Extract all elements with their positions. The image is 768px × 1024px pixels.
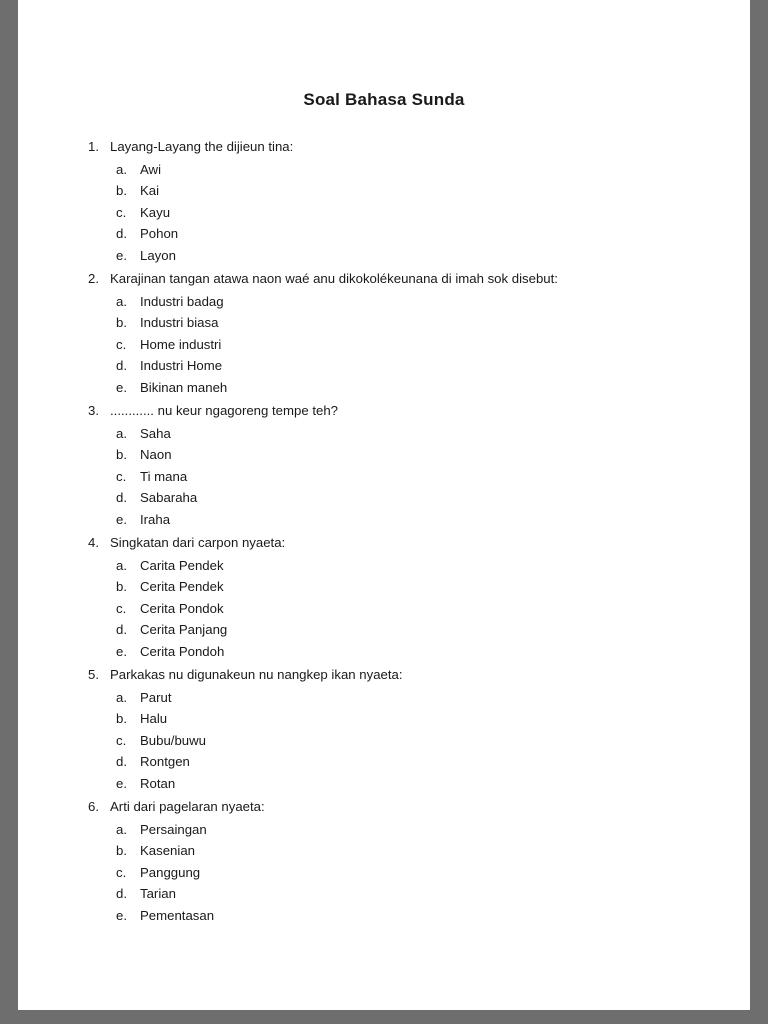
question-item — [82, 796, 686, 926]
option-text: Cerita Pondok — [140, 600, 224, 616]
option-text: Kasenian — [140, 843, 195, 858]
option-text: Cerita Pondoh — [140, 643, 225, 659]
option-text: Naon — [140, 447, 172, 462]
option-text: Industri badag — [140, 293, 224, 309]
question-number: 4. — [88, 535, 99, 550]
option-item[interactable] — [116, 730, 686, 752]
option-item[interactable] — [116, 555, 686, 577]
option-letter: a. — [116, 689, 127, 705]
option-item[interactable] — [116, 466, 686, 488]
question-text: ............ nu keur ngagoreng tempe teh? — [110, 403, 338, 418]
option-text: Cerita Panjang — [140, 622, 228, 637]
option-letter: a. — [116, 821, 127, 837]
question-line — [82, 136, 686, 158]
option-text: Cerita Pendek — [140, 579, 224, 594]
question-number: 2. — [88, 271, 99, 286]
option-text: Industri biasa — [140, 315, 219, 330]
option-letter: e. — [116, 643, 127, 659]
option-letter: e. — [116, 511, 127, 527]
option-text: Carita Pendek — [140, 557, 224, 573]
option-item[interactable] — [116, 444, 686, 466]
option-text: Pementasan — [140, 907, 215, 923]
option-letter: a. — [116, 293, 127, 309]
option-letter: d. — [116, 754, 127, 769]
option-text: Home industri — [140, 336, 222, 352]
option-text: Industri Home — [140, 358, 223, 373]
question-line — [82, 532, 686, 554]
option-item[interactable] — [116, 223, 686, 245]
option-text: Saha — [140, 425, 171, 441]
option-text: Bubu/buwu — [140, 732, 206, 748]
question-number: 3. — [88, 403, 99, 418]
question-list — [82, 136, 686, 926]
question-text: Parkakas nu digunakeun nu nangkep ikan nyaeta: — [110, 667, 403, 682]
option-text: Sabaraha — [140, 490, 198, 505]
option-item[interactable] — [116, 641, 686, 663]
option-text: Parut — [140, 689, 172, 705]
option-text: Panggung — [140, 864, 201, 880]
question-item — [82, 400, 686, 530]
page-title: Soal Bahasa Sunda — [303, 90, 465, 109]
option-text: Tarian — [140, 886, 176, 901]
option-item[interactable] — [116, 840, 686, 862]
option-text: Halu — [140, 711, 168, 726]
option-text: Ti mana — [140, 468, 188, 484]
option-text: Rontgen — [140, 754, 190, 769]
option-list — [82, 555, 686, 663]
option-letter: d. — [116, 490, 127, 505]
option-text: Layon — [140, 247, 176, 263]
question-item — [82, 268, 686, 398]
option-item[interactable] — [116, 862, 686, 884]
option-item[interactable] — [116, 619, 686, 641]
option-item[interactable] — [116, 576, 686, 598]
question-number: 1. — [88, 139, 99, 154]
option-item[interactable] — [116, 180, 686, 202]
option-letter: e. — [116, 379, 127, 395]
option-item[interactable] — [116, 773, 686, 795]
option-letter: a. — [116, 161, 127, 177]
option-letter: e. — [116, 247, 127, 263]
option-item[interactable] — [116, 202, 686, 224]
option-item[interactable] — [116, 291, 686, 313]
option-letter: d. — [116, 226, 127, 241]
option-list — [82, 159, 686, 267]
option-item[interactable] — [116, 819, 686, 841]
option-item[interactable] — [116, 423, 686, 445]
question-line — [82, 796, 686, 818]
option-text: Kayu — [140, 204, 171, 220]
option-letter: b. — [116, 579, 127, 594]
option-letter: e. — [116, 907, 127, 923]
option-letter: b. — [116, 711, 127, 726]
question-line — [82, 268, 686, 290]
question-item — [82, 136, 686, 266]
question-text: Arti dari pagelaran nyaeta: — [110, 799, 265, 814]
option-item[interactable] — [116, 708, 686, 730]
option-item[interactable] — [116, 751, 686, 773]
option-letter: c. — [116, 204, 127, 220]
option-item[interactable] — [116, 159, 686, 181]
option-list — [82, 819, 686, 927]
option-item[interactable] — [116, 905, 686, 927]
option-letter: a. — [116, 557, 127, 573]
option-letter: d. — [116, 358, 127, 373]
question-text: Layang-Layang the dijieun tina: — [110, 139, 294, 154]
question-text: Singkatan dari carpon nyaeta: — [110, 535, 286, 550]
option-letter: b. — [116, 315, 127, 330]
option-letter: d. — [116, 886, 127, 901]
option-letter: c. — [116, 468, 127, 484]
option-letter: b. — [116, 447, 127, 462]
option-list — [82, 291, 686, 399]
question-number: 6. — [88, 799, 99, 814]
option-list — [82, 423, 686, 531]
option-text: Persaingan — [140, 821, 207, 837]
option-item[interactable] — [116, 687, 686, 709]
option-text: Bikinan maneh — [140, 379, 228, 395]
option-item[interactable] — [116, 245, 686, 267]
option-list — [82, 687, 686, 795]
option-letter: e. — [116, 775, 127, 791]
option-letter: b. — [116, 843, 127, 858]
option-text: Pohon — [140, 226, 179, 241]
question-line — [82, 400, 686, 422]
option-item[interactable] — [116, 334, 686, 356]
option-letter: a. — [116, 425, 127, 441]
question-text: Karajinan tangan atawa naon waé anu dikokolékeunana di imah sok disebut: — [110, 271, 558, 286]
option-text: Rotan — [140, 775, 176, 791]
option-letter: c. — [116, 732, 127, 748]
question-number: 5. — [88, 667, 99, 682]
option-item[interactable] — [116, 598, 686, 620]
option-text: Awi — [140, 161, 162, 177]
document-page — [18, 0, 750, 1010]
option-item[interactable] — [116, 509, 686, 531]
question-line — [82, 664, 686, 686]
option-text: Iraha — [140, 511, 171, 527]
option-item[interactable] — [116, 883, 686, 905]
option-letter: c. — [116, 600, 127, 616]
option-letter: b. — [116, 183, 127, 198]
option-item[interactable] — [116, 377, 686, 399]
option-letter: d. — [116, 622, 127, 637]
option-item[interactable] — [116, 487, 686, 509]
question-item — [82, 664, 686, 794]
option-letter: c. — [116, 336, 127, 352]
option-letter: c. — [116, 864, 127, 880]
option-text: Kai — [140, 183, 160, 198]
option-item[interactable] — [116, 312, 686, 334]
question-item — [82, 532, 686, 662]
option-item[interactable] — [116, 355, 686, 377]
